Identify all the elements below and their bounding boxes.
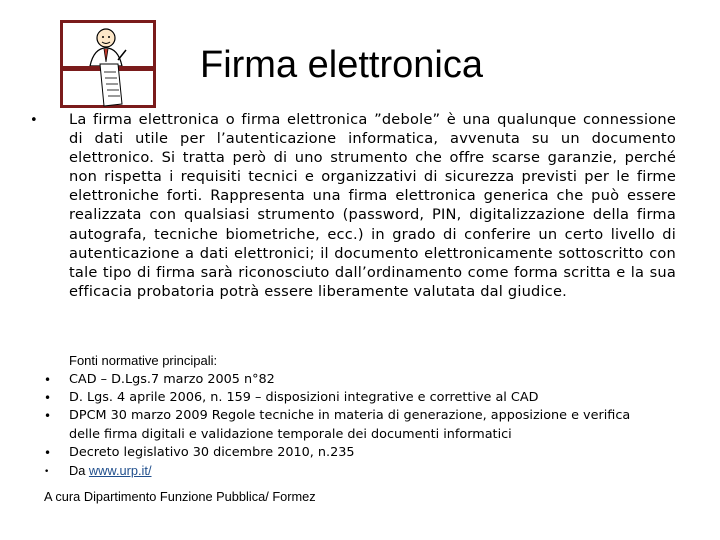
sources-list — [0, 371, 720, 481]
list-item — [0, 371, 639, 389]
source-text: CAD – D.Lgs.7 marzo 2005 n°82 — [69, 372, 275, 387]
bullet-marker: • — [44, 409, 52, 424]
list-item — [0, 389, 639, 407]
businessman-signing-papers-icon — [60, 20, 156, 108]
list-item — [0, 444, 639, 462]
main-paragraph: La firma elettronica o firma elettronica ”debole” è una qualunque connessione di dati utile per l’autenticazione informatica, avvenuta su un documento elettronico. Si tratta però di uno strumento che offre scarse garanzie, perché non rispetta i requisiti tecnici e organizzativi di sicurezza previsti per le firme elettroniche forti. Rappresenta una firma elettronica generica che può essere realizzata con qualsiasi strumento (password, PIN, digitalizzazione della firma autografa, tecniche biometriche, ecc.) in grado di conferire un certo livello di autenticazione a dati elettronici; il documento elettronicamente sottoscritto con tale tipo di firma sarà riconosciuto dall’ordinamento come forma scritta e la sua efficacia probatoria potrà essere liberamente valutata dal giudice. — [69, 111, 676, 300]
source-text: D. Lgs. 4 aprile 2006, n. 159 – disposizioni integrative e correttive al CAD — [69, 390, 539, 406]
source-text: DPCM 30 marzo 2009 Regole tecniche in materia di generazione, apposizione e verifica delle firma digitali e validazione temporale dei documenti informatici — [69, 408, 631, 442]
bullet-marker: • — [44, 373, 52, 387]
sources-heading: Fonti normative principali: — [69, 353, 218, 368]
credit-line: A cura Dipartimento Funzione Pubblica/ Formez — [44, 489, 316, 504]
bullet-marker: • — [30, 113, 38, 128]
bullet-marker: • — [44, 467, 50, 478]
link-prefix: Da — [69, 463, 89, 479]
bullet-marker: • — [44, 445, 52, 460]
list-item — [0, 462, 639, 481]
list-item — [0, 407, 639, 443]
slide-title: Firma elettronica — [200, 44, 483, 86]
bullet-marker: • — [44, 391, 52, 406]
source-text: Decreto legislativo 30 dicembre 2010, n.235 — [69, 444, 355, 460]
source-link[interactable]: www.urp.it/ — [88, 463, 152, 479]
